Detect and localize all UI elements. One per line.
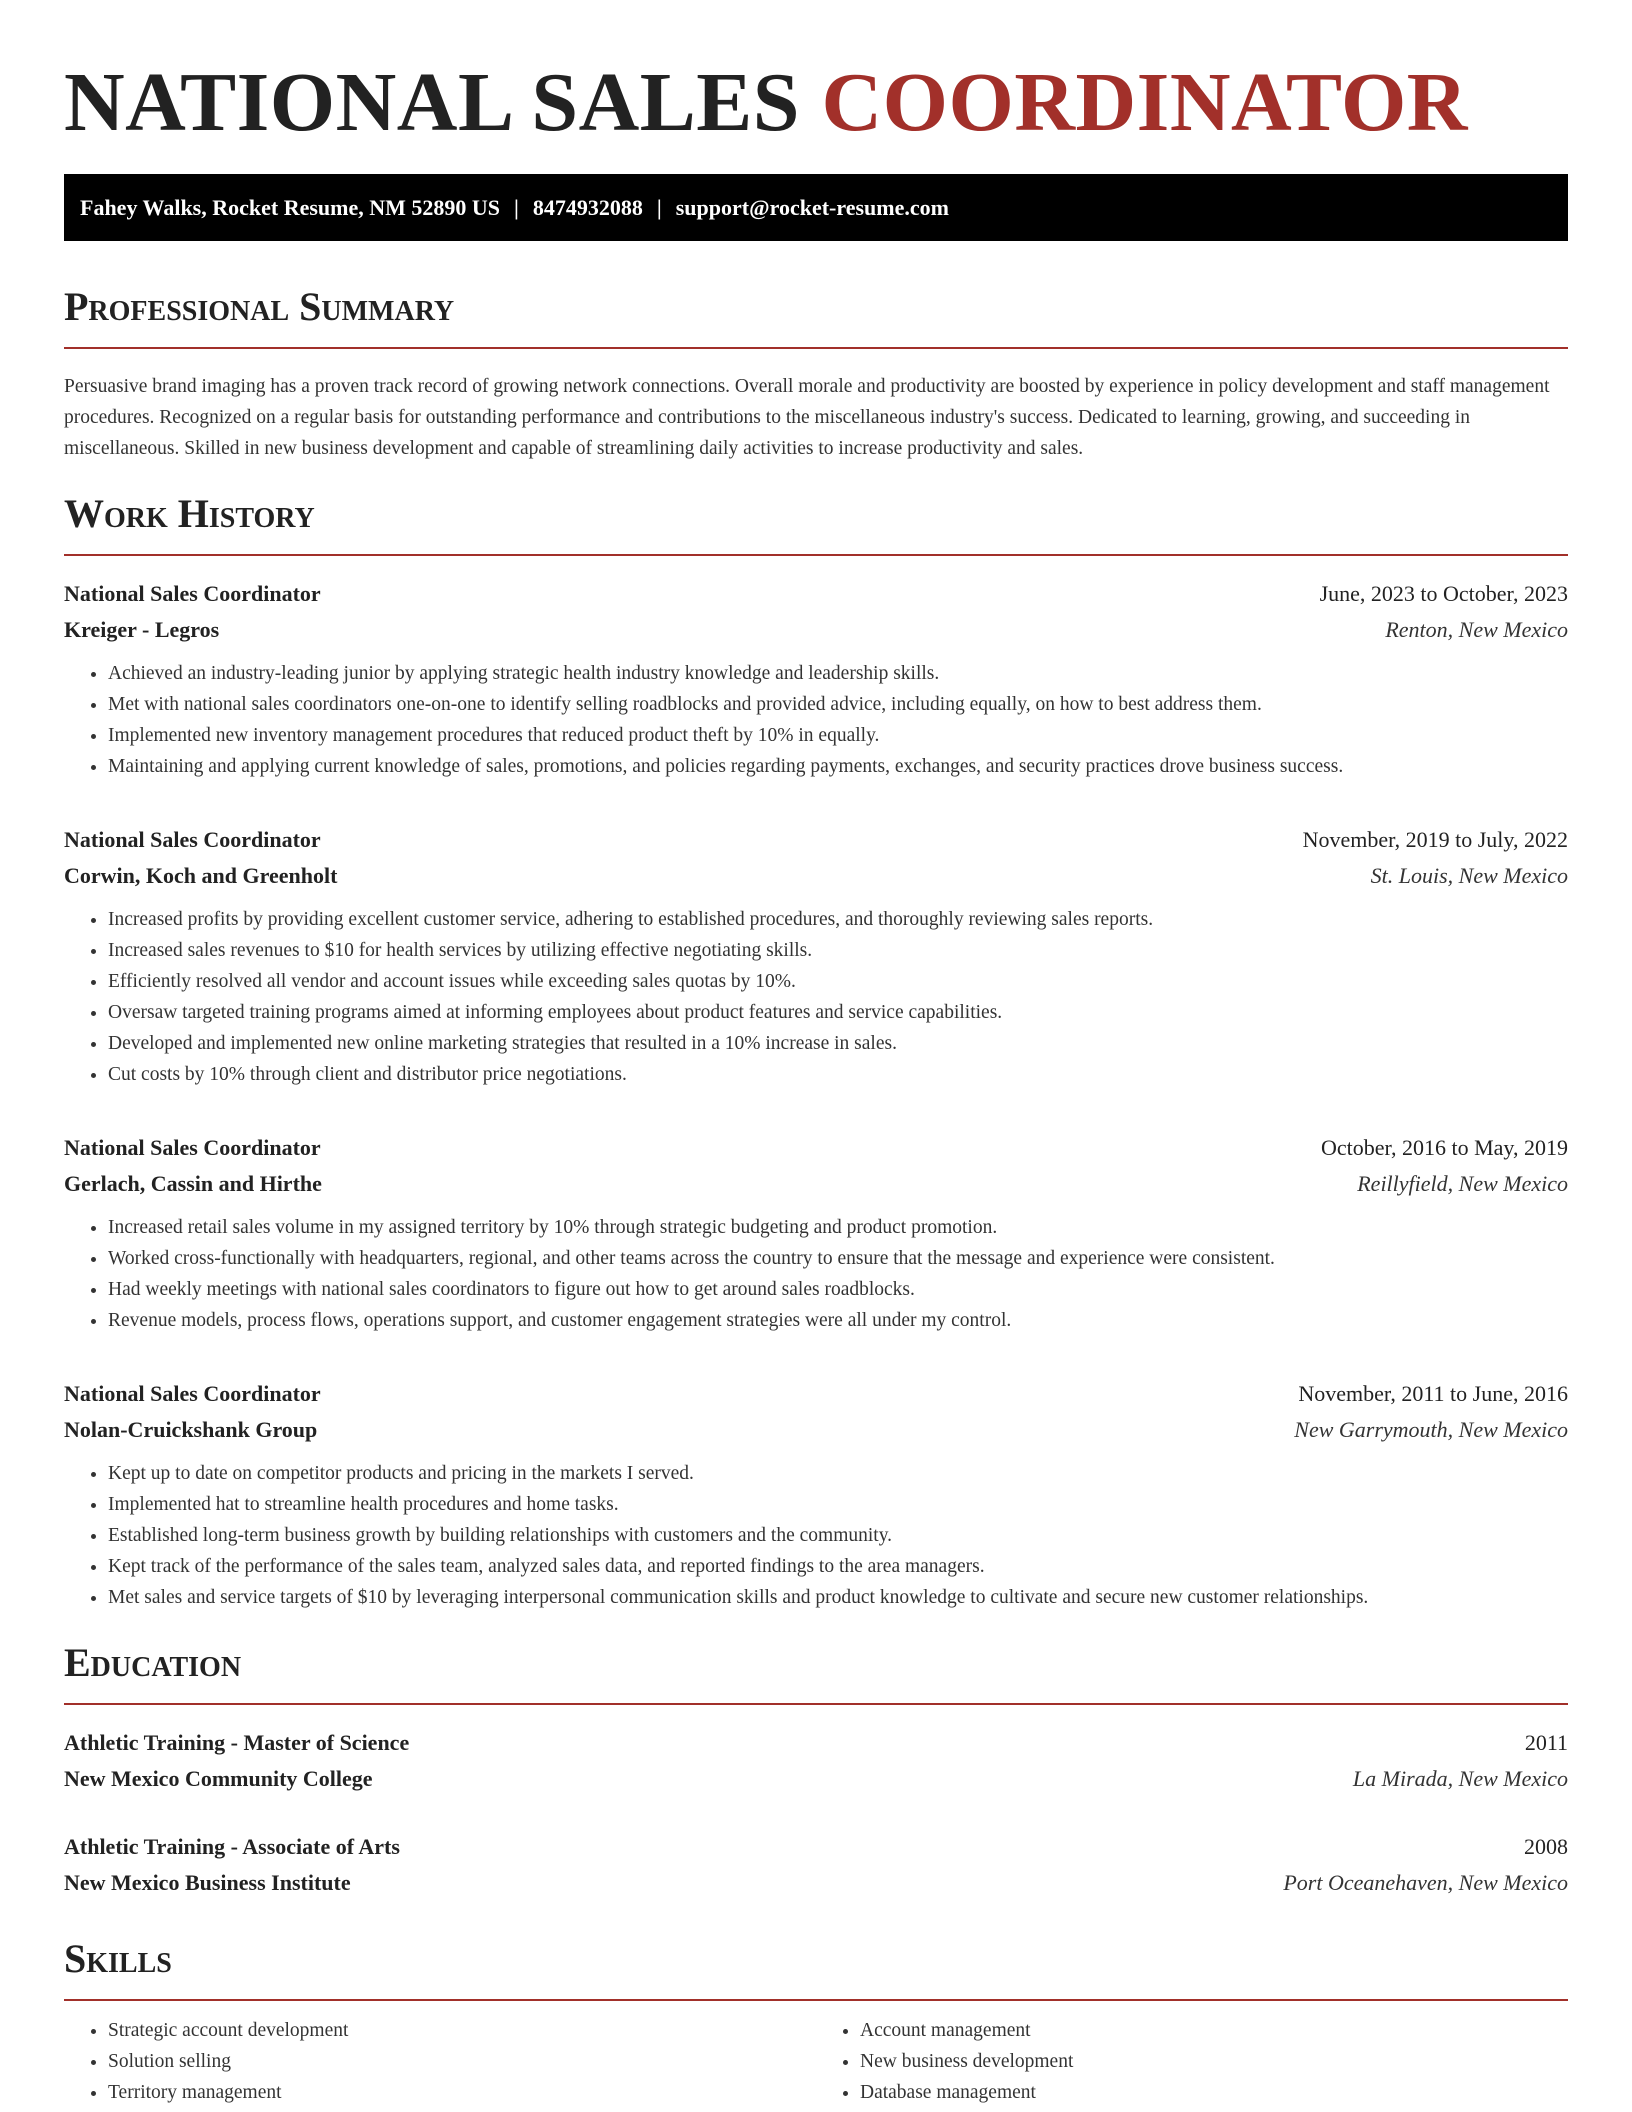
education-school-row <box>64 1761 1568 1797</box>
section-heading: Skills <box>64 1936 172 1981</box>
skills-grid <box>64 2015 1568 2108</box>
education-degree: Athletic Training - Master of Science <box>64 1730 410 1755</box>
job-bullets <box>64 658 1568 782</box>
skill-item: • Solution selling <box>108 2046 816 2077</box>
name-part-2-accent: COORDINATOR <box>821 56 1468 149</box>
education-school: New Mexico Community College <box>64 1766 373 1791</box>
job-bullet: • Achieved an industry-leading junior by applying strategic health industry knowledge and leadership skills. <box>108 658 1568 689</box>
job-title: National Sales Coordinator <box>64 1135 321 1160</box>
job-bullet: • Worked cross-functionally with headquarters, regional, and other teams across the country to ensure that the message and experience were consistent. <box>108 1243 1568 1274</box>
job-bullet: • Cut costs by 10% through client and distributor price negotiations. <box>108 1059 1568 1090</box>
section-heading: Professional Summary <box>64 284 455 329</box>
job-bullet: • Had weekly meetings with national sales coordinators to figure out how to get around sales roadblocks. <box>108 1274 1568 1305</box>
job-bullet: • Implemented new inventory management procedures that reduced product theft by 10% in equally. <box>108 720 1568 751</box>
job-bullets <box>64 1212 1568 1336</box>
summary-text: Persuasive brand imaging has a proven track record of growing network connections. Overall morale and productivity are boosted by experience in policy development and staff management procedures. Recognized on a regular basis for outstanding performance and contributions to the miscellaneous industry's success. Dedicated to learning, growing, and succeeding in miscellaneous. Skilled in new business development and capable of streamlining daily activities to increase productivity and sales. <box>64 376 1550 459</box>
job-entry <box>64 576 1568 782</box>
education-entry <box>64 1725 1568 1797</box>
job-header-row <box>64 1130 1568 1166</box>
job-company: Gerlach, Cassin and Hirthe <box>64 1171 322 1196</box>
skills-column-left <box>64 2015 816 2108</box>
contact-phone: 8474932088 <box>532 194 643 220</box>
job-bullet: • Maintaining and applying current knowledge of sales, promotions, and policies regarding payments, exchanges, and security practices drove business success. <box>108 751 1568 782</box>
education-list <box>64 1725 1568 1901</box>
contact-separator: | <box>656 194 662 220</box>
job-company-row <box>64 1412 1568 1448</box>
section-divider <box>64 1703 1568 1705</box>
job-bullet: • Oversaw targeted training programs aimed at informing employees about product features and service capabilities. <box>108 997 1568 1028</box>
job-company-row <box>64 858 1568 894</box>
education-location: La Mirada, New Mexico <box>1352 1766 1568 1791</box>
job-entry <box>64 1376 1568 1613</box>
contact-address: Fahey Walks, Rocket Resume, NM 52890 US <box>80 194 501 220</box>
job-list <box>64 576 1568 1613</box>
job-header-row <box>64 576 1568 612</box>
job-header-row <box>64 1376 1568 1412</box>
skill-item: • New business development <box>860 2046 1568 2077</box>
job-bullet: • Efficiently resolved all vendor and account issues while exceeding sales quotas by 10%. <box>108 966 1568 997</box>
job-bullets <box>64 1458 1568 1613</box>
job-dates: October, 2016 to May, 2019 <box>1321 1135 1568 1160</box>
job-bullet: • Developed and implemented new online marketing strategies that resulted in a 10% increase in sales. <box>108 1028 1568 1059</box>
job-bullet: • Met with national sales coordinators one-on-one to identify selling roadblocks and provided advice, including equally, on how to best address them. <box>108 689 1568 720</box>
job-bullet: • Established long-term business growth by building relationships with customers and the community. <box>108 1520 1568 1551</box>
contact-separator: | <box>514 194 519 220</box>
education-year: 2008 <box>1524 1834 1568 1859</box>
job-entry <box>64 822 1568 1090</box>
education-location: Port Oceanehaven, New Mexico <box>1283 1870 1568 1895</box>
job-title: National Sales Coordinator <box>64 827 321 852</box>
job-bullet: • Kept up to date on competitor products and pricing in the markets I served. <box>108 1458 1568 1489</box>
job-bullet: • Increased sales revenues to $10 for health services by utilizing effective negotiating skills. <box>108 935 1568 966</box>
job-dates: November, 2011 to June, 2016 <box>1298 1381 1568 1406</box>
job-bullet: • Kept track of the performance of the sales team, analyzed sales data, and reported findings to the area managers. <box>108 1551 1568 1582</box>
contact-bar <box>64 174 1568 241</box>
job-company: Nolan-Cruickshank Group <box>64 1417 318 1442</box>
skill-item: • Strategic account development <box>108 2015 816 2046</box>
job-location: St. Louis, New Mexico <box>1370 863 1568 888</box>
job-company: Corwin, Koch and Greenholt <box>64 863 338 888</box>
job-bullet: • Increased profits by providing excellent customer service, adhering to established procedures, and thoroughly reviewing sales reports. <box>108 904 1568 935</box>
section-heading: Work History <box>64 491 315 536</box>
education-school-row <box>64 1865 1568 1901</box>
skills-section <box>64 1933 1568 2108</box>
education-entry <box>64 1829 1568 1901</box>
education-year: 2011 <box>1524 1730 1568 1755</box>
job-company: Kreiger - Legros <box>64 617 220 642</box>
section-divider <box>64 347 1568 349</box>
work-history-section <box>64 488 1568 1613</box>
job-company-row <box>64 1166 1568 1202</box>
job-location: Reillyfield, New Mexico <box>1357 1171 1568 1196</box>
job-header-row <box>64 822 1568 858</box>
job-bullet: • Met sales and service targets of $10 by leveraging interpersonal communication skills and product knowledge to cultivate and secure new customer relationships. <box>108 1582 1568 1613</box>
job-title: National Sales Coordinator <box>64 581 321 606</box>
job-company-row <box>64 612 1568 648</box>
job-dates: June, 2023 to October, 2023 <box>1319 581 1568 606</box>
job-bullet: • Revenue models, process flows, operations support, and customer engagement strategies were all under my control. <box>108 1305 1568 1336</box>
section-divider <box>64 1999 1568 2001</box>
professional-summary-section <box>64 281 1568 464</box>
job-entry <box>64 1130 1568 1336</box>
skill-item: • Database management <box>860 2077 1568 2108</box>
job-dates: November, 2019 to July, 2022 <box>1302 827 1568 852</box>
job-location: Renton, New Mexico <box>1385 617 1568 642</box>
job-bullet: • Implemented hat to streamline health procedures and home tasks. <box>108 1489 1568 1520</box>
skill-item: • Account management <box>860 2015 1568 2046</box>
skill-item: • Territory management <box>108 2077 816 2108</box>
job-bullets <box>64 904 1568 1090</box>
skills-column-right <box>816 2015 1568 2108</box>
job-location: New Garrymouth, New Mexico <box>1294 1417 1568 1442</box>
education-degree-row <box>64 1829 1568 1865</box>
education-degree-row <box>64 1725 1568 1761</box>
contact-email: support@rocket-resume.com <box>675 194 949 220</box>
resume-name <box>64 52 1568 154</box>
education-section <box>64 1637 1568 1901</box>
job-bullet: • Increased retail sales volume in my assigned territory by 10% through strategic budgeting and product promotion. <box>108 1212 1568 1243</box>
job-title: National Sales Coordinator <box>64 1381 321 1406</box>
education-degree: Athletic Training - Associate of Arts <box>64 1834 400 1859</box>
education-school: New Mexico Business Institute <box>64 1870 351 1895</box>
section-divider <box>64 554 1568 556</box>
name-part-1: NATIONAL SALES <box>64 56 801 149</box>
section-heading: Education <box>64 1640 242 1685</box>
